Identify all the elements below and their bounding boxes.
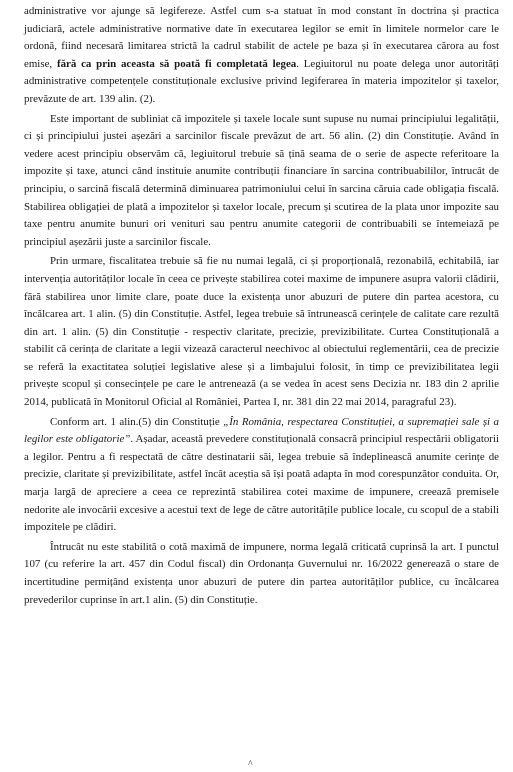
- paragraph-4: [24, 414, 499, 537]
- paragraph-5: Întrucât nu este stabilită o cotă maximă de impunere, norma legală criticată cuprinsă la art. I punctul 107 (cu referire la art. 457 din Codul fiscal) din Ordonanța Guvernului nr. 16/2022 generează o stare de incertitudine permițând existența unor abuzuri de putere din partea autorităților publice, cu încălcarea prevederilor cuprinse în art.1 alin. (5) din Constituție.: [24, 540, 499, 606]
- paragraph-4-text: Conform art. 1 alin.(5) din Constituție: [50, 415, 224, 428]
- constitution-quote: „În România, respectarea Constituției, a supremației sale și a legilor este obligatorie”: [24, 415, 499, 446]
- paragraph-1: [24, 3, 499, 109]
- page-footer-mark: ^: [248, 759, 253, 770]
- paragraph-1-text: administrative vor ajunge să legifereze. Astfel cum s-a statuat în mod constant în doctrina și practica judiciară, actele administrative normative date în executarea legilor se emit în limitele normelor care le ordonă, fiind necesară limitarea strictă la cadrul stabilit de actele pe baza și în executarea cărora au fost emise,: [24, 5, 499, 70]
- paragraph-3: Prin urmare, fiscalitatea trebuie să fie nu numai legală, ci și proporțională, rezonabilă, echitabilă, iar intervenția autorităților locale în ceea ce privește stabilirea cotei maxime de impunere asupra valorii clădirii, fără stabilirea unor limite clare, poate duce la existența unor abuzuri de putere din partea acestora, cu încălcarea art. 1 alin. (5) din Constituție. Astfel, legea trebuie să întrunească cerințele de calitate care rezultă din art. 1 alin. (5) din Constituție - respectiv claritate, precizie, previzibilitate. Curtea Constituțională a stabilit că cerința de claritate a legii vizează caracterul neechivoc al obiectului reglementării, cea de precizie se referă la exactitatea soluției legislative alese și a limbajului folosit, în timp ce previzibilitatea legii privește scopul și consecințele pe care le antrenează (a se vedea în acest sens Decizia nr. 183 din 2 aprilie 2014, publicată în Monitorul Oficial al României, Partea I, nr. 381 din 22 mai 2014, paragraful 23).: [24, 255, 499, 409]
- paragraph-1-bold-text: fără ca prin aceasta să poată fi completată legea: [56, 57, 297, 70]
- paragraph-4-end: . Așadar, această prevedere constituțională consacră principiul respectării obligatorii a legilor. Pentru a fi respectată de către destinatarii săi, legea trebuie să îndeplinească anumite cerințe de precizie, claritate și previzibilitate, astfel încât aceștia să își poată adapta în mod corespunzător conduita. Or, marja largă de apreciere a ceea ce reprezintă stabilirea cotei maxime de impunere, creează premisele nedorite ale invocării excesive a acestui text de lege de către autoritățile publice locale, cu scopul de a stabili impozitele pe clădiri.: [24, 433, 499, 534]
- paragraph-1-end: . Legiuitorul nu poate delega unor autorități administrative competențele constituționale exclusive privind legiferarea în materia impozitelor și taxelor, prevăzute de art. 139 alin. (2).: [24, 57, 499, 105]
- paragraph-2: Este important de subliniat că impozitele și taxele locale sunt supuse nu numai principiului legalității, ci și principiului justei așezări a sarcinilor fiscale prevăzut de art. 56 alin. (2) din Constituție. Având în vedere acest principiu observăm că, legiuitorul trebuie să țină seama de o serie de aspecte referitoare la impozite și taxe, atunci când instituie anumite contribuții financiare în sarcina contribuabililor, întrucât de principiu, o sarcină fiscală determină diminuarea patrimoniului celui în sarcina căruia cade obligația fiscală. Stabilirea obligației de plată a impozitelor și taxelor locale, precum și scutirea de la plata unor impozite sau taxe pentru anumite bunuri ori venituri sau pentru anumite categorii de contribuabili se întemeiază pe principiul așezării juste a sarcinilor fiscale.: [24, 112, 499, 248]
